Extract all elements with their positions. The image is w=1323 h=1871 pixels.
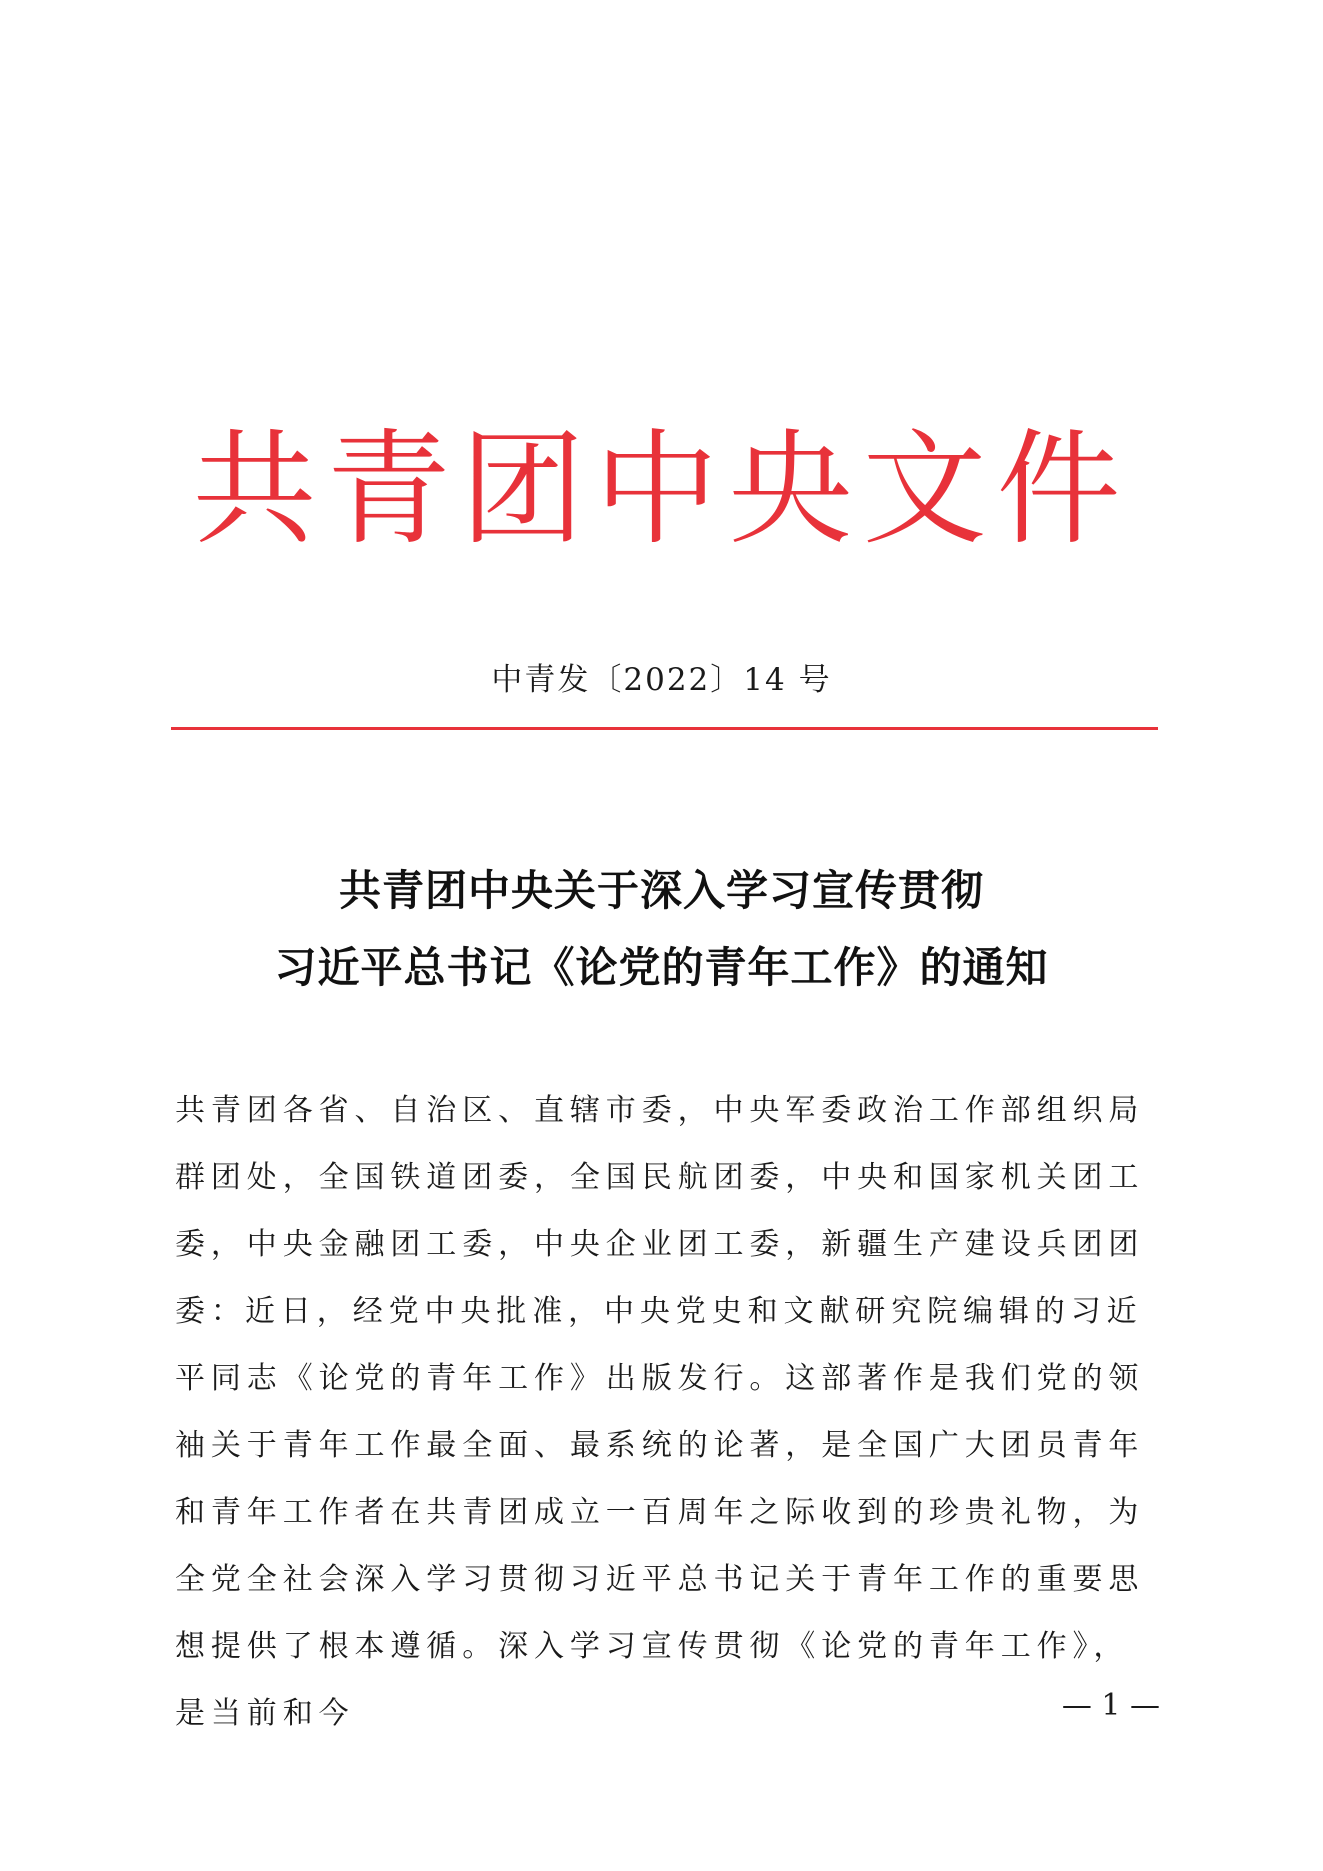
- page-number: — 1 —: [1061, 1688, 1160, 1723]
- document-masthead: 共青团中央文件: [192, 418, 1131, 562]
- red-divider-line: [171, 727, 1158, 730]
- document-number: 中青发〔2022〕14 号: [491, 662, 832, 698]
- addressee-paragraph: 共青团各省、自治区、直辖市委，中央军委政治工作部组织局群团处，全国铁道团委，全国民航团委，中央和国家机关团工委，中央金融团工委，中央企业团工委，新疆生产建设兵团团委：: [175, 1093, 1145, 1329]
- document-title-line-1: 共青团中央关于深入学习宣传贯彻: [338, 866, 984, 915]
- document-title-line-2: 习近平总书记《论党的青年工作》的通知: [274, 943, 1049, 992]
- body-paragraph: 近日，经党中央批准，中央党史和文献研究院编辑的习近平同志《论党的青年工作》出版发行。这部著作是我们党的领袖关于青年工作最全面、最系统的论著，是全国广大团员青年和青年工作者在共青团成立一百周年之际收到的珍贵礼物，为全党全社会深入学习贯彻习近平总书记关于青年工作的重要思想提供了根本遵循。深入学习宣传贯彻《论党的青年工作》，是当前和今: [175, 1294, 1145, 1731]
